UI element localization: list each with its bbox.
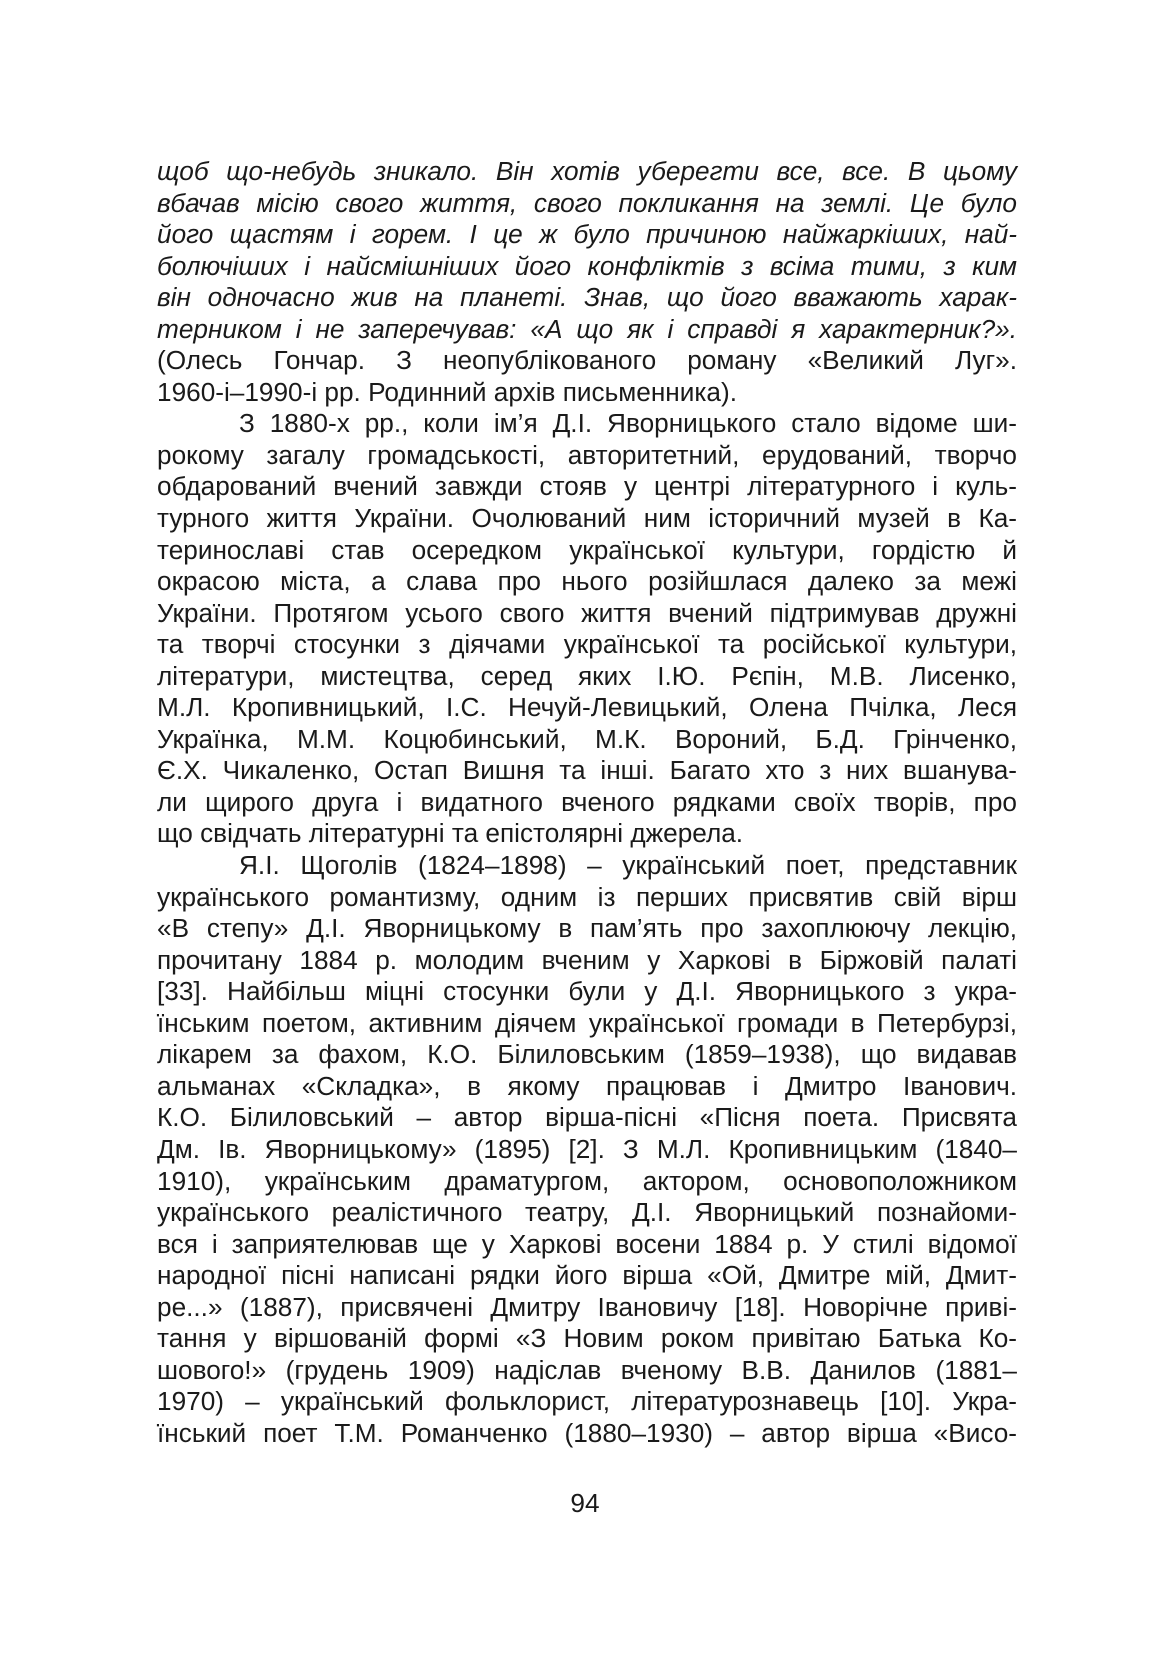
paragraph-line: та творчі стосунки з діячами української та російської культури, xyxy=(157,629,1017,660)
quote-line: його щастям і горем. І це ж було причиною найжаркіших, най- xyxy=(157,219,1017,250)
quote-source xyxy=(157,345,1017,408)
quote-line: щоб що-небудь зникало. Він хотів уберегти все, все. В цьому xyxy=(157,156,1017,186)
quote-line: він одночасно жив на планеті. Знав, що його вважають харак- xyxy=(157,282,1017,313)
paragraph-line: обдарований вчений завжди стояв у центрі літературного і куль- xyxy=(157,471,1017,502)
paragraph-line: шового!» (грудень 1909) надіслав вченому В.В. Данилов (1881– xyxy=(157,1354,1017,1385)
paragraph-line: Я.І. Щоголів (1824–1898) – український поет, представник xyxy=(239,850,1017,881)
paragraph-line: М.Л. Кропивницький, І.С. Нечуй-Левицький, Олена Пчілка, Леся xyxy=(157,692,1017,723)
paragraph-line: 1970) – український фольклорист, літературознавець [10]. Укра- xyxy=(157,1386,1017,1417)
source-line: 1960-і–1990-і рр. Родинний архів письменника). xyxy=(157,376,737,407)
paragraph-line: турного життя України. Очолюваний ним історичний музей в Ка- xyxy=(157,503,1017,534)
paragraph-line: рокому загалу громадськості, авторитетний, ерудований, творчо xyxy=(157,439,1017,470)
paragraph-line: українського реалістичного театру, Д.І. Яворницький познайоми- xyxy=(157,1197,1017,1228)
paragraph-line: літератури, мистецтва, серед яких І.Ю. Рєпін, М.В. Лисенко, xyxy=(157,660,1017,691)
paragraph-line: ли щирого друга і видатного вченого рядками своїх творів, про xyxy=(157,786,1017,817)
paragraph-line: ре...» (1887), присвячені Дмитру Івановичу [18]. Новорічне приві- xyxy=(157,1291,1017,1322)
paragraph-line: Українка, М.М. Коцюбинський, М.К. Вороний, Б.Д. Грінченко, xyxy=(157,723,1017,754)
source-line: (Олесь Гончар. З неопублікованого роману «Великий Луг». xyxy=(157,345,1017,376)
paragraph-line: українського романтизму, одним із перших присвятив свій вірш xyxy=(157,881,1017,912)
quote-line: болючіших і найсмішніших його конфліктів з всіма тими, з ким xyxy=(157,250,1017,281)
quote-line: вбачав місію свого життя, свого покликання на землі. Це було xyxy=(157,187,1017,218)
paragraph-line: прочитану 1884 р. молодим вченим у Харкові в Біржовій палаті xyxy=(157,944,1017,975)
paragraph-line: лікарем за фахом, К.О. Білиловським (1859–1938), що видавав xyxy=(157,1039,1017,1070)
quote-line: терником і не заперечував: «А що як і справді я характерник?». xyxy=(157,313,1017,344)
paragraph-line: народної пісні написані рядки його вірша «Ой, Дмитре мій, Дмит- xyxy=(157,1260,1017,1291)
paragraph-line: 1910), українським драматургом, актором, основоположником xyxy=(157,1165,1017,1196)
paragraph-line: їнський поет Т.М. Романченко (1880–1930) – автор вірша «Висо- xyxy=(157,1417,1017,1448)
paragraph-line: окрасою міста, а слава про нього розійшлася далеко за межі xyxy=(157,566,1017,597)
quote-paragraph xyxy=(157,156,1017,345)
paragraph-line: вся і заприятелював ще у Харкові восени 1884 р. У стилі відомої xyxy=(157,1228,1017,1259)
paragraph-line: альманах «Складка», в якому працював і Дмитро Іванович. xyxy=(157,1070,1017,1101)
paragraph-line: З 1880-х рр., коли ім’я Д.І. Яворницького стало відоме ши- xyxy=(239,408,1017,439)
page-text xyxy=(157,156,1017,1449)
paragraph-line: Дм. Ів. Яворницькому» (1895) [2]. З М.Л. Кропивницьким (1840– xyxy=(157,1133,1017,1164)
paragraph-line: Є.Х. Чикаленко, Остап Вишня та інші. Багато хто з них вшанува- xyxy=(157,755,1017,786)
paragraph-line: України. Протягом усього свого життя вчений підтримував дружні xyxy=(157,597,1017,628)
paragraph-line: К.О. Білиловський – автор вірша-пісні «Пісня поета. Присвята xyxy=(157,1102,1017,1133)
paragraph-line: їнським поетом, активним діячем української громади в Петербурзі, xyxy=(157,1007,1017,1038)
paragraph-2 xyxy=(157,850,1017,1449)
paragraph-1 xyxy=(157,408,1017,850)
paragraph-line: теринославі став осередком української культури, гордістю й xyxy=(157,534,1017,565)
paragraph-line: тання у віршованій формі «З Новим роком привітаю Батька Ко- xyxy=(157,1323,1017,1354)
paragraph-line: «В степу» Д.І. Яворницькому в пам’ять про захоплюючу лекцію, xyxy=(157,913,1017,944)
paragraph-line: [33]. Найбільш міцні стосунки були у Д.І. Яворницького з укра- xyxy=(157,976,1017,1007)
page-number: 94 xyxy=(570,1488,600,1518)
paragraph-line: що свідчать літературні та епістолярні джерела. xyxy=(157,818,744,849)
